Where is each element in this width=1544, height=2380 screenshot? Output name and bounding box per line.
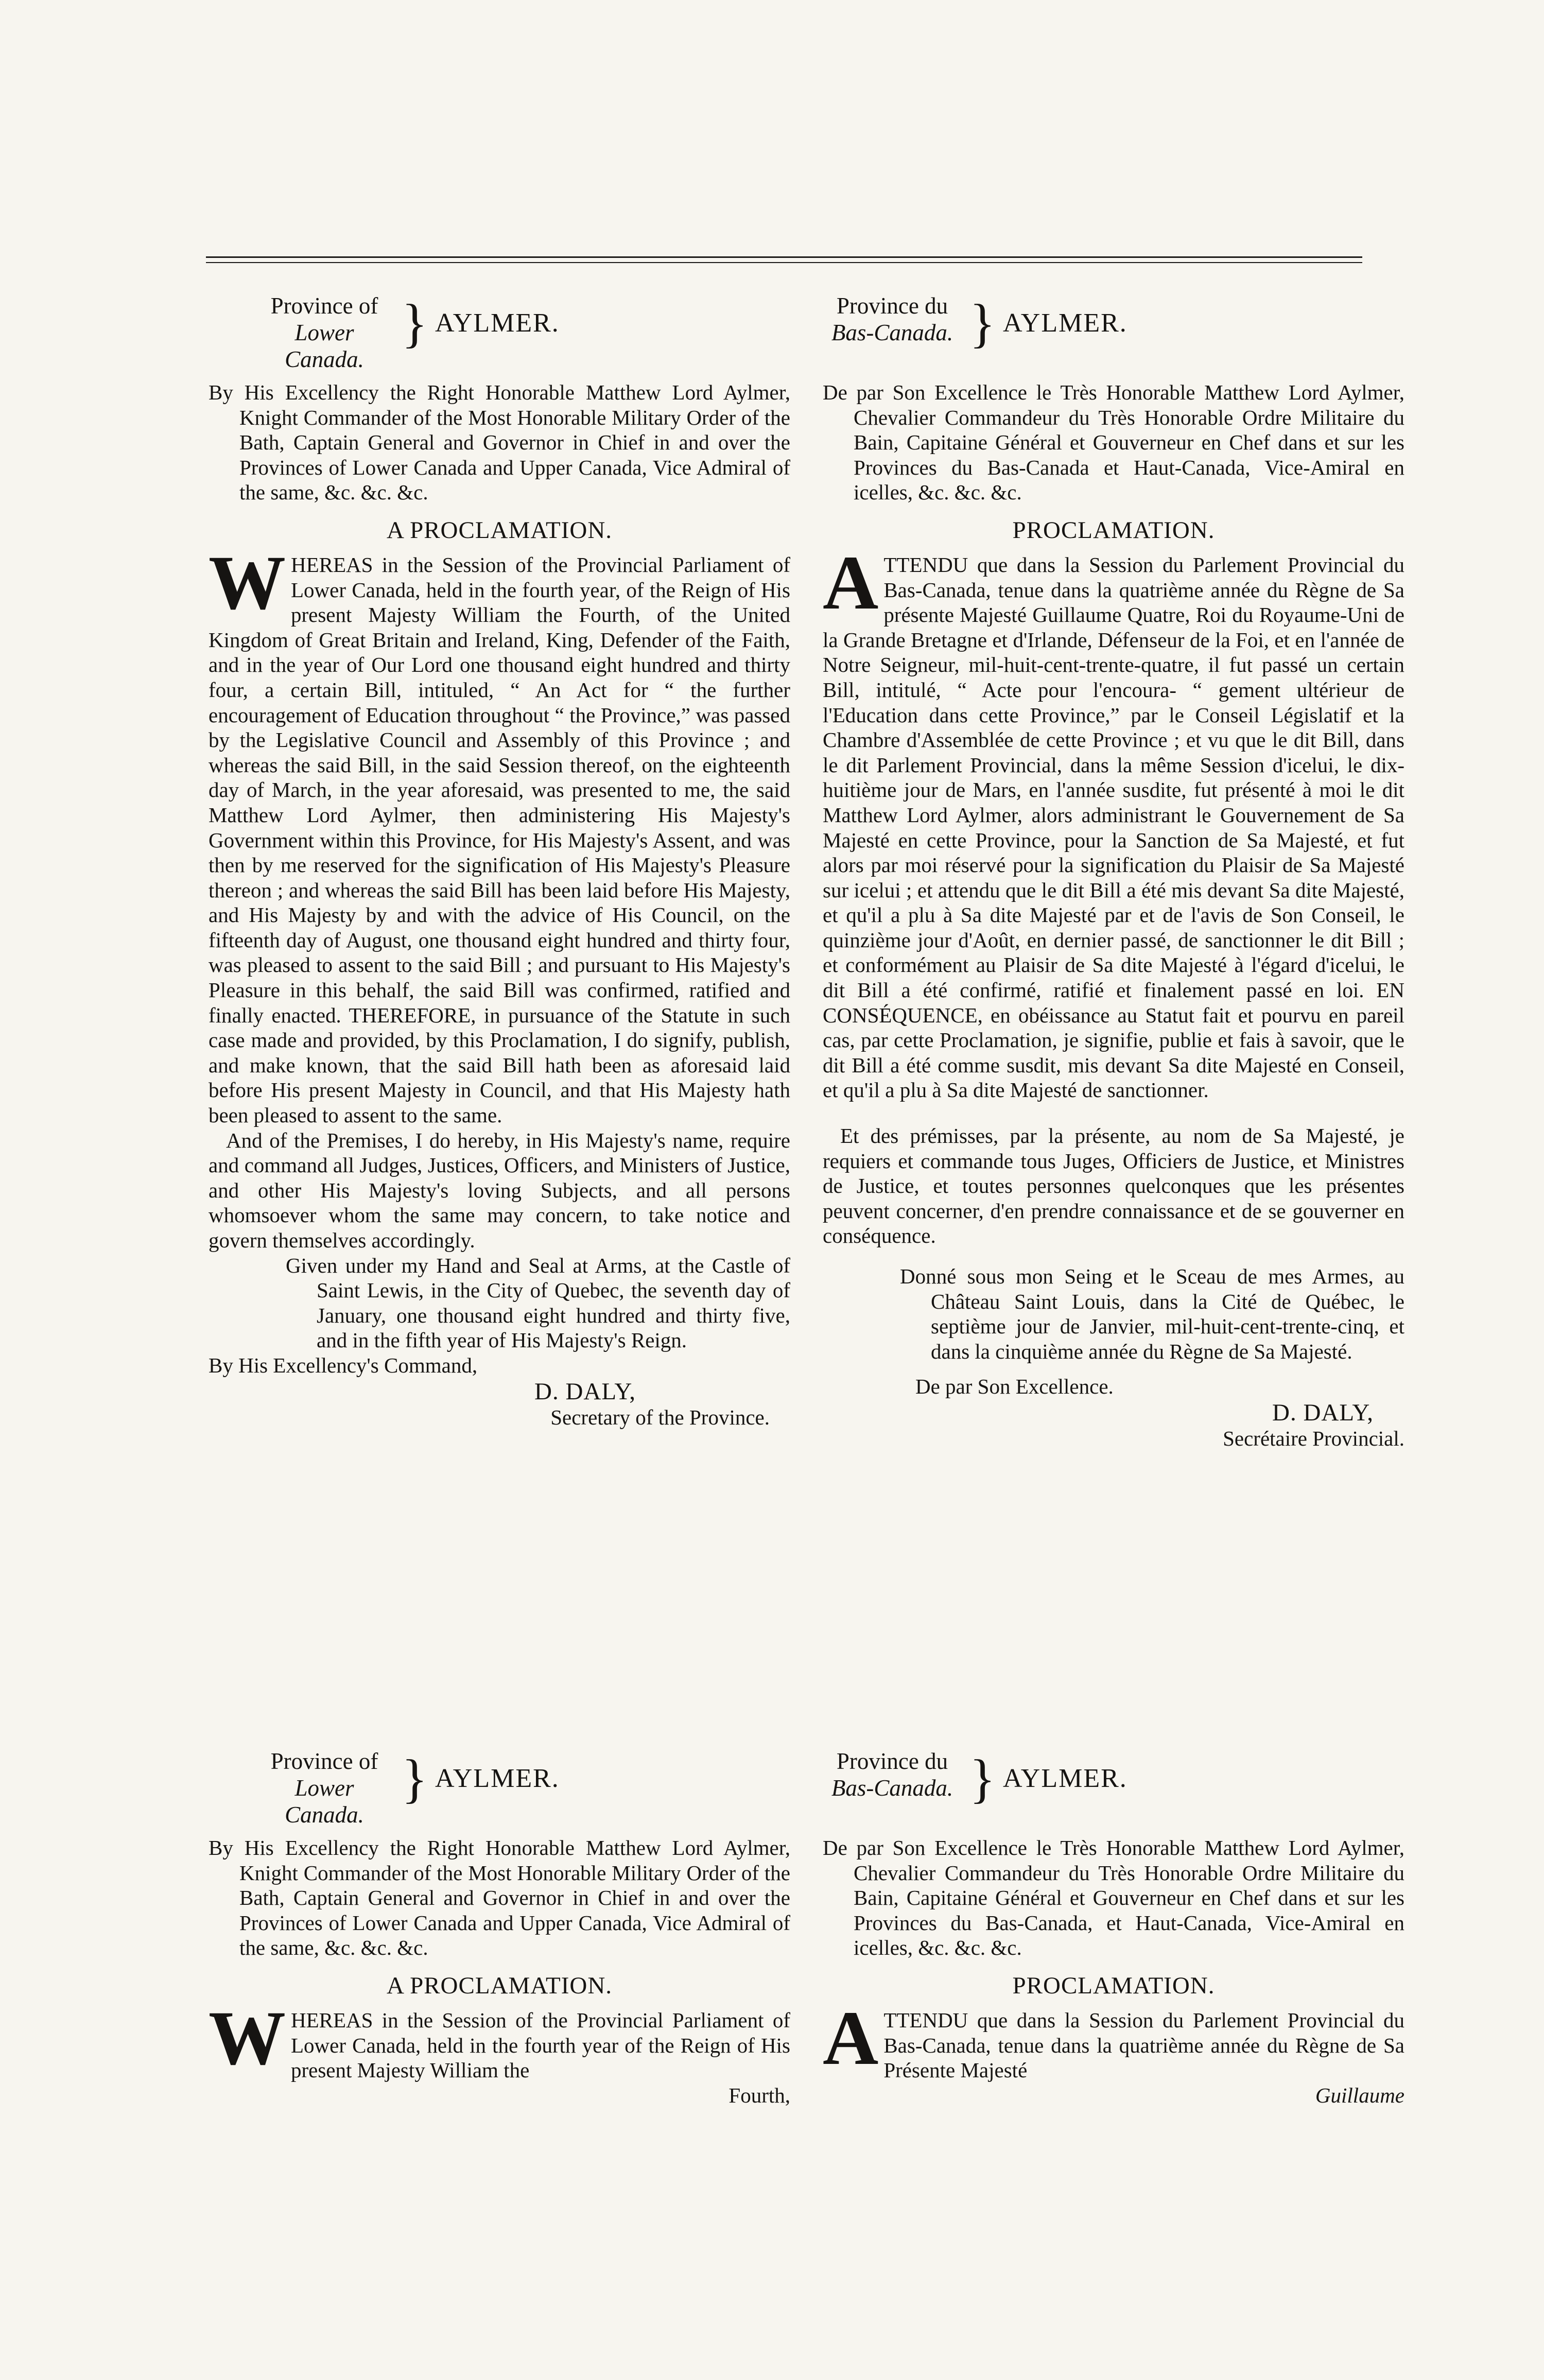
french-proclamation-2 bbox=[823, 1748, 1404, 2108]
proclamation-header bbox=[209, 1748, 790, 1830]
province-name: Bas-Canada. bbox=[831, 1775, 953, 1801]
governor-name: AYLMER. bbox=[435, 1764, 560, 1793]
proclamation-body-text: HEREAS in the Session of the Provincial Parliament of Lower Canada, held in the fourth year of the Reign of His present Majesty William the bbox=[291, 2008, 790, 2082]
english-proclamation-1 bbox=[209, 292, 790, 1430]
signatory-name: D. DALY, bbox=[534, 1378, 636, 1405]
proclamation-header bbox=[823, 1748, 1404, 1830]
drop-cap: W bbox=[209, 540, 286, 626]
command-line: By His Excellency's Command, bbox=[209, 1353, 478, 1377]
drop-cap: A bbox=[823, 540, 879, 626]
premises-paragraph: And of the Premises, I do hereby, in His Majesty's name, require and command all Judges, Justices, Officers, and Ministers of Justice, and other His Majesty's loving Subjects, and all persons whomsoever whom the same may concern, to take notice and govern themselves accordingly. bbox=[209, 1128, 790, 1252]
province-name: Lower Canada. bbox=[285, 320, 364, 372]
french-proclamation-1 bbox=[823, 292, 1404, 1451]
brace-icon: } bbox=[969, 1748, 996, 1809]
drop-cap: W bbox=[209, 1995, 286, 2081]
governor-name: AYLMER. bbox=[1003, 308, 1127, 338]
province-name: Lower Canada. bbox=[285, 1775, 364, 1828]
proclamation-body bbox=[209, 540, 790, 1128]
english-proclamation-2 bbox=[209, 1748, 790, 2108]
signatory-role: Secrétaire Provincial. bbox=[1223, 1426, 1404, 1450]
continued-word: Guillaume bbox=[1315, 2083, 1404, 2107]
proclamation-body bbox=[209, 1995, 790, 2083]
brace-icon: } bbox=[402, 293, 428, 353]
proclamation-body-text: TTENDU que dans la Session du Parlement Provincial du Bas-Canada, tenue dans la quatrième année du Règne de Sa Présente Majesté bbox=[883, 2008, 1404, 2082]
governor-name: AYLMER. bbox=[1003, 1764, 1127, 1793]
proclamation-title: PROCLAMATION. bbox=[1012, 516, 1215, 544]
brace-icon: } bbox=[402, 1748, 428, 1809]
proclamation-body bbox=[823, 540, 1404, 1103]
province-label bbox=[255, 1748, 394, 1828]
signatory-name: D. DALY, bbox=[1272, 1399, 1374, 1426]
brace-icon: } bbox=[969, 293, 996, 353]
province-line: Province of bbox=[270, 293, 378, 319]
province-line: Province du bbox=[836, 293, 948, 319]
province-label bbox=[255, 292, 394, 373]
top-rule bbox=[206, 256, 1362, 263]
proclamation-header bbox=[823, 292, 1404, 375]
province-line: Province of bbox=[270, 1748, 378, 1774]
by-excellency-text: By His Excellency the Right Honorable Matthew Lord Aylmer, Knight Commander of the Most Honorable Military Order of the Bath, Captain General and Governor in Chief in and over the Provinces of Lower Canada and Upper Canada, Vice Admiral of the same, &c. &c. &c. bbox=[209, 380, 790, 505]
command-line: De par Son Excellence. bbox=[915, 1375, 1114, 1399]
proclamation-title: PROCLAMATION. bbox=[1012, 1972, 1215, 1999]
by-excellency-text: By His Excellency the Right Honorable Matthew Lord Aylmer, Knight Commander of the Most Honorable Military Order of the Bath, Captain General and Governor in Chief in and over the Provinces of Lower Canada and Upper Canada, Vice Admiral of the same, &c. &c. &c. bbox=[209, 1836, 790, 1960]
given-under-hand: Donné sous mon Seing et le Sceau de mes Armes, au Château Saint Louis, dans la Cité de Québec, le septième jour de Janvier, mil-huit-cent-trente-cinq, et dans la cinquième année du Règne de Sa Majesté. bbox=[900, 1264, 1404, 1363]
province-line: Province du bbox=[836, 1748, 948, 1774]
by-excellency-text: De par Son Excellence le Très Honorable Matthew Lord Aylmer, Chevalier Commandeur du Très Honorable Ordre Militaire du Bain, Capitaine Général et Gouverneur en Chef dans et sur les Provinces du Bas-Canada, et Haut-Canada, Vice-Amiral en icelles, &c. &c. &c. bbox=[823, 1836, 1404, 1960]
proclamation-body bbox=[823, 1995, 1404, 2083]
signatory-role: Secretary of the Province. bbox=[550, 1405, 770, 1429]
drop-cap: A bbox=[823, 1995, 879, 2081]
province-label bbox=[823, 292, 962, 346]
premises-paragraph: Et des prémisses, par la présente, au nom de Sa Majesté, je requiers et commande tous Juges, Officiers de Justice, et Ministres de Justice, et toutes personnes quelconques que les présentes peuvent concerner, d'en prendre connaissance et de se gouverner en conséquence. bbox=[823, 1124, 1404, 1248]
proclamation-header bbox=[209, 292, 790, 375]
province-label bbox=[823, 1748, 962, 1801]
given-under-hand: Given under my Hand and Seal at Arms, at the Castle of Saint Lewis, in the City of Quebec, the seventh day of January, one thousand eight hundred and thirty five, and in the fifth year of His Majesty's Reign. bbox=[286, 1253, 790, 1352]
governor-name: AYLMER. bbox=[435, 308, 560, 338]
proclamation-title: A PROCLAMATION. bbox=[386, 516, 613, 544]
province-name: Bas-Canada. bbox=[831, 320, 953, 345]
proclamation-title: A PROCLAMATION. bbox=[386, 1972, 613, 1999]
proclamation-body-text: TTENDU que dans la Session du Parlement Provincial du Bas-Canada, tenue dans la quatrième année du Règne de Sa présente Majesté Guillaume Quatre, Roi du Royaume-Uni de la Grande Bretagne et d'Irlande, Défenseur de la Foi, et en l'année de Notre Seigneur, mil-huit-cent-trente-quatre, il fut passé un certain Bill, intitulé, “ Acte pour l'encoura- “ gement ultérieur de l'Education dans cette Province,” par le Conseil Législatif et la Chambre d'Assemblée de cette Province ; et vu que le dit Bill, dans le dit Parlement Provincial, dans la même Session d'icelui, le dix-huitième jour de Mars, en l'année susdite, fut présenté à moi le dit Matthew Lord Aylmer, alors administrant le Gouvernement de Sa Majesté en cette Province, pour la Sanction de Sa Majesté, et fut alors par moi réservé pour la signification du Plaisir de Sa Majesté sur icelui ; et attendu que le dit Bill a été mis devant Sa dite Majesté, et qu'il a plu à Sa dite Majesté par et de l'avis de Son Conseil, le quinzième jour d'Août, en dernier passé, de sanctionner le dit Bill ; et conformément au Plaisir de Sa dite Majesté à l'égard d'icelui, le dit Bill a été confirmé, ratifié et finalement passé en loi. EN CONSÉQUENCE, en obéissance au Statut fait et pourvu en pareil cas, par cette Proclamation, je signifie, publie et fais à savoir, que le dit Bill a été comme susdit, mis devant Sa dite Majesté en Conseil, et qu'il a plu à Sa dite Majesté de sanctionner. bbox=[823, 552, 1404, 1102]
proclamation-body-text: HEREAS in the Session of the Provincial Parliament of Lower Canada, held in the fourth year, of the Reign of His present Majesty William the Fourth, of the United Kingdom of Great Britain and Ireland, King, Defender of the Faith, and in the year of Our Lord one thousand eight hundred and thirty four, a certain Bill, intituled, “ An Act for “ the further encouragement of Education throughout “ the Province,” was passed by the Legislative Council and Assembly of this Province ; and whereas the said Bill, in the said Session thereof, on the eighteenth day of March, in the year aforesaid, was presented to me, the said Matthew Lord Aylmer, then administering His Majesty's Government within this Province, for His Majesty's Assent, and was then by me reserved for the signification of His Majesty's Pleasure thereon ; and whereas the said Bill has been laid before His Majesty, and His Majesty by and with the advice of His Council, on the fifteenth day of August, one thousand eight hundred and thirty four, was pleased to assent to the said Bill ; and pursuant to His Majesty's Pleasure in this behalf, the said Bill was confirmed, ratified and finally enacted. THEREFORE, in pursuance of the Statute in such case made and provided, by this Proclamation, I do signify, publish, and make known, that the said Bill hath been as aforesaid laid before His present Majesty in Council, and that His Majesty hath been pleased to assent to the same. bbox=[209, 552, 790, 1127]
continued-word: Fourth, bbox=[728, 2083, 790, 2107]
by-excellency-text: De par Son Excellence le Très Honorable Matthew Lord Aylmer, Chevalier Commandeur du Très Honorable Ordre Militaire du Bain, Capitaine Général et Gouverneur en Chef dans et sur les Provinces du Bas-Canada et Haut-Canada, Vice-Amiral en icelles, &c. &c. &c. bbox=[823, 380, 1404, 505]
